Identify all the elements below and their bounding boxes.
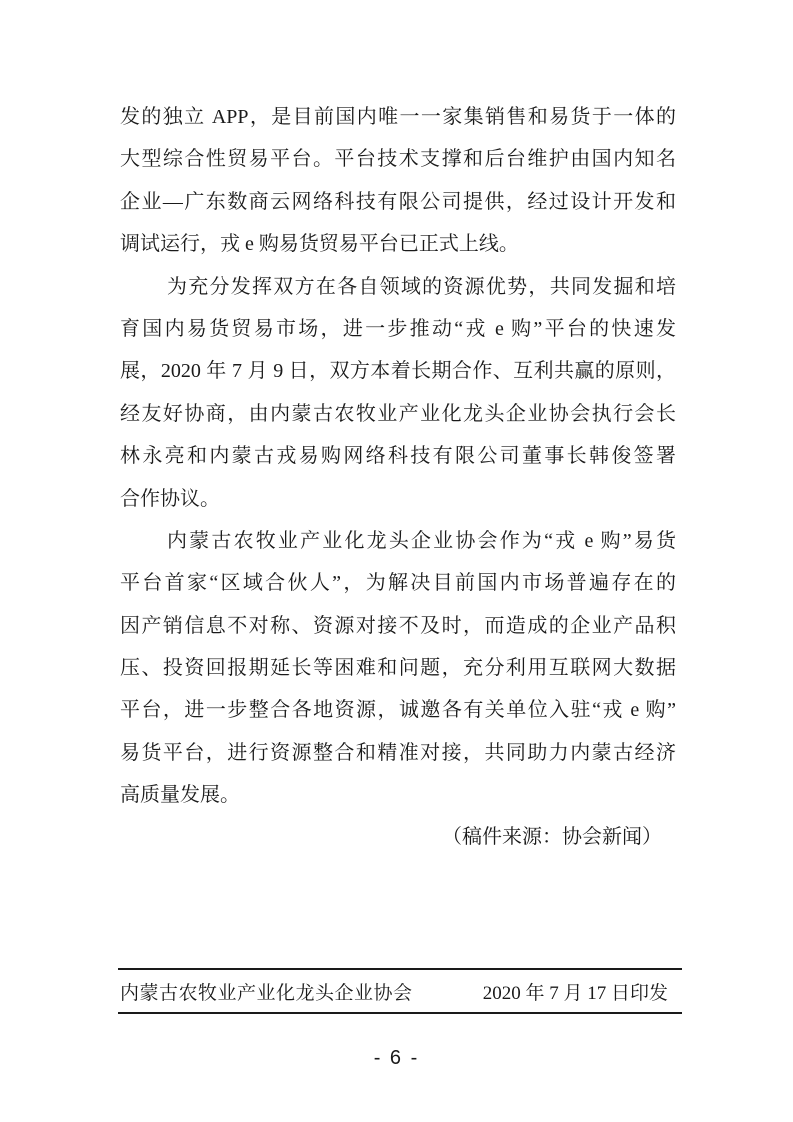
source-attribution: （稿件来源：协会新闻） [442, 826, 662, 848]
text-line: 经友好协商，由内蒙古农牧业产业化龙头企业协会执行会长 [120, 402, 676, 425]
document-body [120, 96, 676, 817]
text-line: 压、投资回报期延长等困难和问题，充分利用互联网大数据 [120, 657, 676, 680]
text-line: 大型综合性贸易平台。平台技术支撑和后台维护由国内知名 [120, 148, 676, 171]
print-date: 2020 年 7 月 17 日印发 [482, 982, 668, 1004]
text-line: 合作协议。 [120, 487, 220, 510]
text-line: 平台，进一步整合各地资源，诚邀各有关单位入驻“戎 e 购” [120, 699, 676, 722]
text-line: 林永亮和内蒙古戎易购网络科技有限公司董事长韩俊签署 [120, 445, 676, 468]
text-line: 易货平台，进行资源整合和精准对接，共同助力内蒙古经济 [120, 741, 676, 764]
text-line: 为充分发挥双方在各自领域的资源优势，共同发掘和培 [167, 275, 676, 298]
text-line: 调试运行，戎 e 购易货贸易平台已正式上线。 [120, 233, 519, 256]
text-line: 平台首家“区域合伙人”，为解决目前国内市场普遍存在的 [120, 572, 676, 595]
document-footer [118, 968, 682, 1014]
text-line: 因产销信息不对称、资源对接不及时，而造成的企业产品积 [120, 614, 676, 637]
text-line: 育国内易货贸易市场，进一步推动“戎 e 购”平台的快速发 [120, 317, 676, 340]
text-line: 高质量发展。 [120, 784, 240, 807]
text-line: 发的独立 APP，是目前国内唯一一家集销售和易货于一体的 [120, 106, 676, 128]
text-line: 展，2020 年 7 月 9 日，双方本着长期合作、互利共赢的原则， [120, 360, 676, 383]
text-line: 企业—广东数商云网络科技有限公司提供，经过设计开发和 [120, 190, 676, 213]
page-number: - 6 - [373, 1047, 420, 1069]
text-line: 内蒙古农牧业产业化龙头企业协会作为“戎 e 购”易货 [167, 529, 676, 552]
issuer-name: 内蒙古农牧业产业化龙头企业协会 [120, 982, 413, 1004]
